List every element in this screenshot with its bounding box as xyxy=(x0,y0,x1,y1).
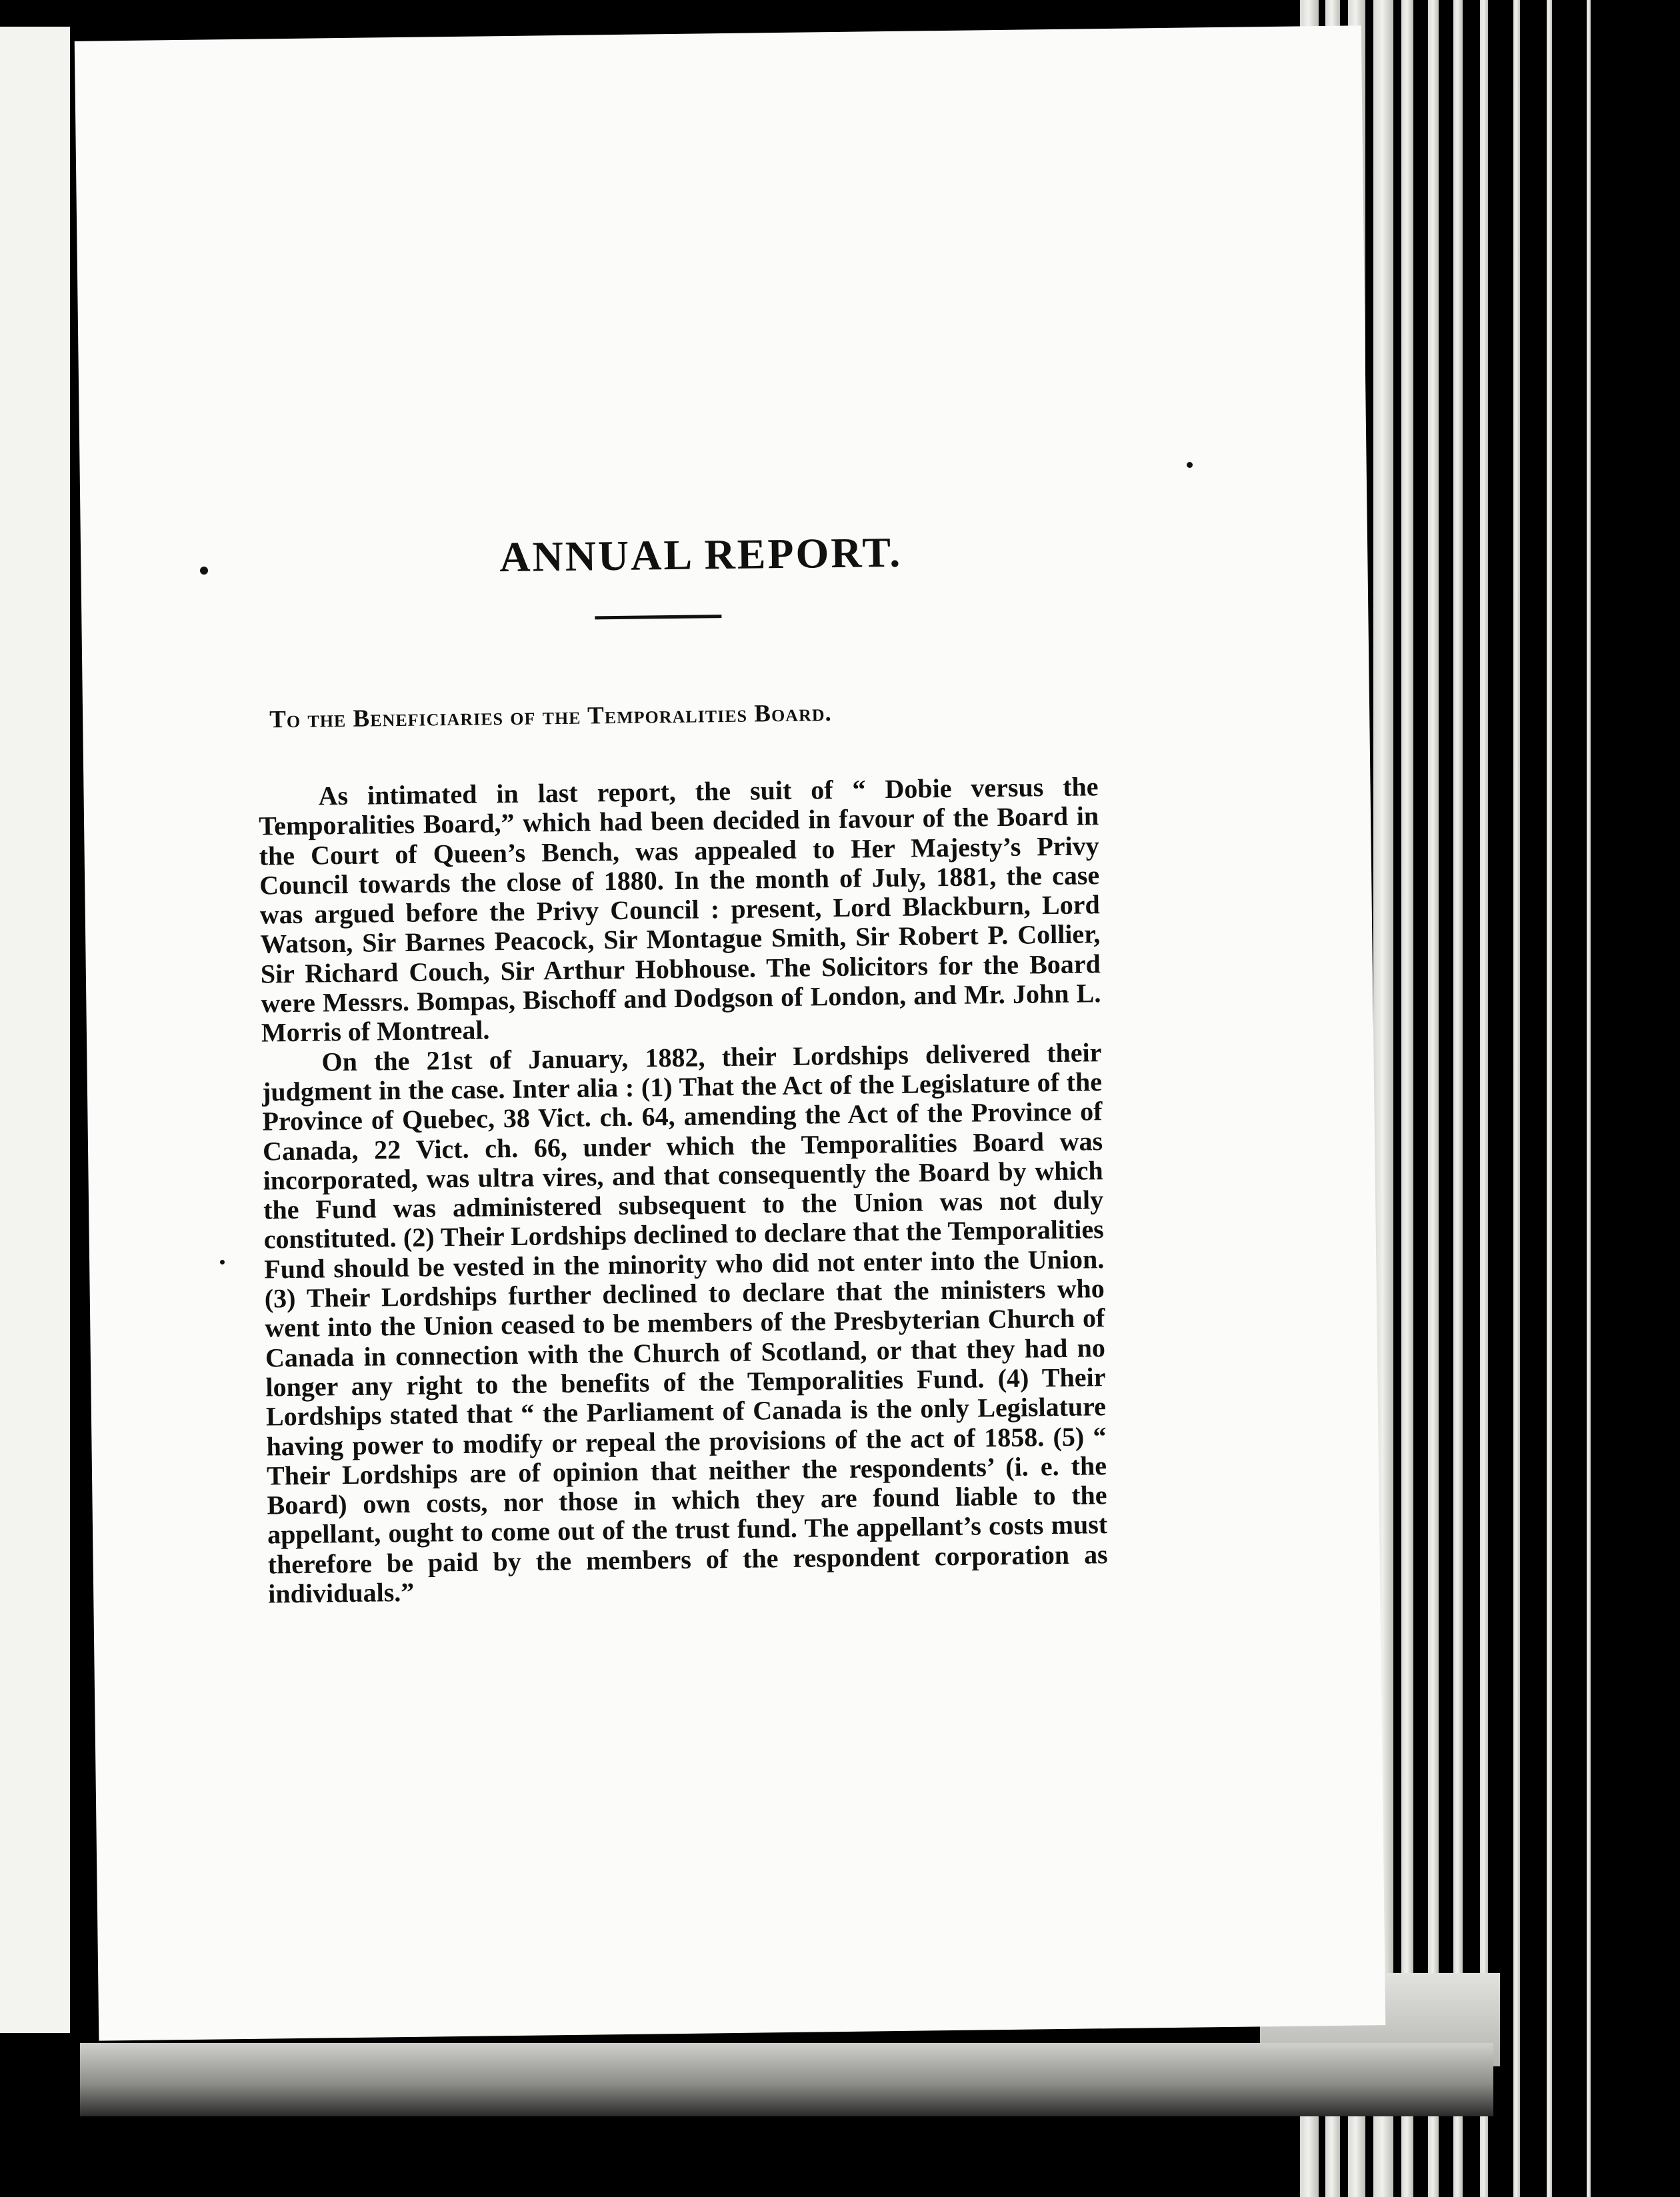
speck xyxy=(220,1260,225,1264)
speck xyxy=(200,567,208,575)
salutation: To the Beneficiaries of the Temporalities Board. xyxy=(269,699,832,734)
page-stack-bottom xyxy=(80,2043,1493,2116)
page-title: ANNUAL REPORT. xyxy=(499,528,903,581)
book-page xyxy=(75,25,1386,2040)
title-rule xyxy=(595,615,721,619)
speck xyxy=(1187,462,1193,468)
paragraph: On the 21st of January, 1882, their Lordships delivered their judgment in the case. Inter alia : (1) That the Act of the Legislature of the Province of Quebec, 38 Vict. ch. 64, amending the Act of the Province of Canada, 22 Vict. ch. 66, under which the Temporalities Board was incorporated, was ultra vires, and that consequently the Board by which the Fund was administered subsequent to the Union was not duly constituted. (2) Their Lordships declined to declare that the Temporalities Fund should be vested in the minority who did not enter into the Union. (3) Their Lordships further declined to declare that the ministers who went into the Union ceased to be members of the Presbyterian Church of Canada in connection with the Church of Scotland, or that they had no longer any right to the benefits of the Temporalities Fund. (4) Their Lordships stated that “ the Parliament of Canada is the only Legislature having power to modify or repeal the provisions of the act of 1858. (5) “ Their Lordships are of opinion that neither the respondents’ (i. e. the Board) own costs, nor those in which they are found liable to the appellant, ought to come out of the trust fund. The appellant’s costs must therefore be paid by the members of the respondent corporation as individuals.” xyxy=(261,1037,1108,1609)
paragraph: As intimated in last report, the suit of “ Dobie versus the Temporalities Board,” which had been decided in favour of the Board in the Court of Queen’s Bench, was appealed to Her Majesty’s Privy Council towards the close of 1880. In the month of July, 1881, the case was argued before the Privy Council : present, Lord Blackburn, Lord Watson, Sir Barnes Peacock, Sir Montague Smith, Sir Robert P. Collier, Sir Richard Couch, Sir Arthur Hobhouse. The Solicitors for the Board were Messrs. Bompas, Bischoff and Dodgson of London, and Mr. John L. Morris of Montreal. xyxy=(258,771,1101,1048)
facing-page-edge xyxy=(0,27,70,2033)
report-body xyxy=(258,772,1108,1609)
